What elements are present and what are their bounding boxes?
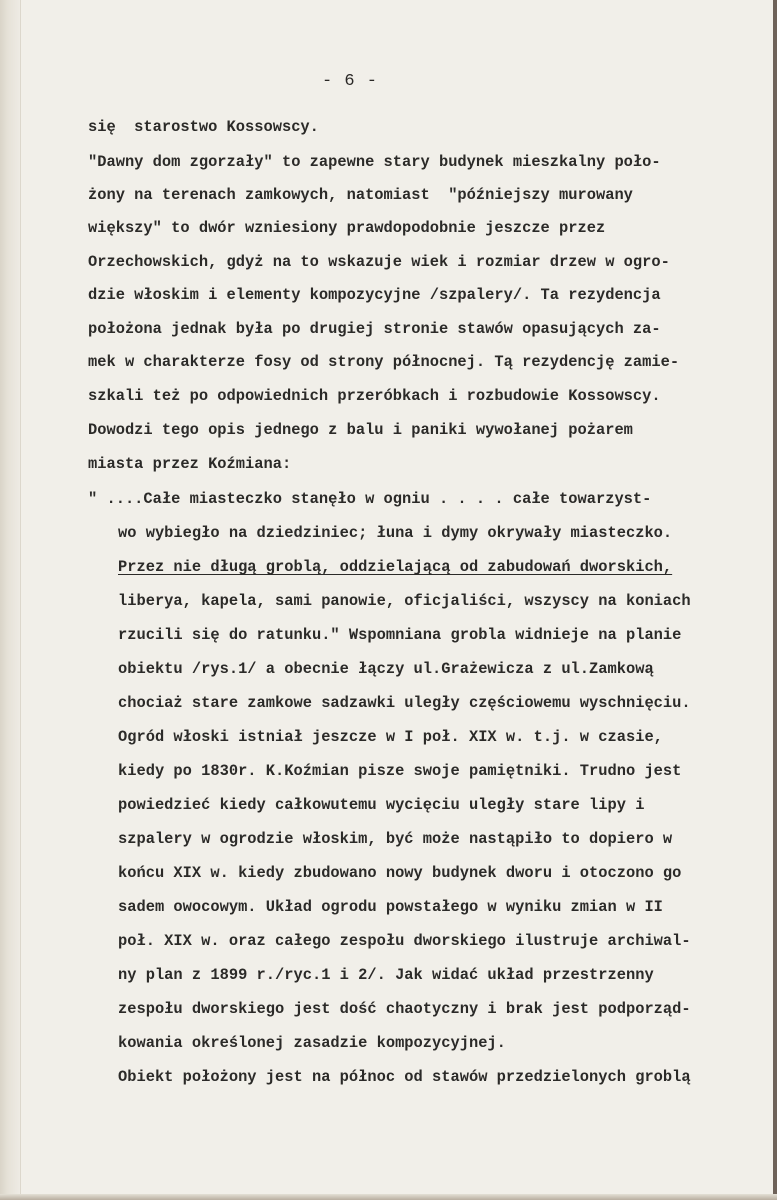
text-line: końcu XIX w. kiedy zbudowano nowy budynek dworu i otoczono go bbox=[118, 864, 682, 882]
text-line: Dowodzi tego opis jednego z balu i paniki wywołanej pożarem bbox=[88, 421, 633, 439]
text-line: chociaż stare zamkowe sadzawki uległy częściowemu wyschnięciu. bbox=[118, 694, 691, 712]
text-line: dzie włoskim i elementy kompozycyjne /szpalery/. Ta rezydencja bbox=[88, 286, 661, 304]
text-line: się starostwo Kossowscy. bbox=[88, 118, 319, 136]
text-line: kiedy po 1830r. K.Koźmian pisze swoje pamiętniki. Trudno jest bbox=[118, 762, 682, 780]
page-right-edge bbox=[773, 0, 777, 1200]
text-line: położona jednak była po drugiej stronie stawów opasujących za- bbox=[88, 320, 661, 338]
text-line: poł. XIX w. oraz całego zespołu dworskiego ilustruje archiwal- bbox=[118, 932, 691, 950]
text-line: szkali też po odpowiednich przeróbkach i rozbudowie Kossowscy. bbox=[88, 387, 661, 405]
text-line: większy" to dwór wzniesiony prawdopodobnie jeszcze przez bbox=[88, 219, 606, 237]
text-line: Obiekt położony jest na północ od stawów przedzielonych groblą bbox=[118, 1068, 691, 1086]
text-line: Orzechowskich, gdyż na to wskazuje wiek i rozmiar drzew w ogro- bbox=[88, 253, 670, 271]
text-line: miasta przez Koźmiana: bbox=[88, 455, 292, 473]
text-line: szpalery w ogrodzie włoskim, być może nastąpiło to dopiero w bbox=[118, 830, 673, 848]
text-line: zespołu dworskiego jest dość chaotyczny i brak jest podporząd- bbox=[118, 1000, 691, 1018]
page-number: - 6 - bbox=[322, 72, 379, 91]
text-line: Ogród włoski istniał jeszcze w I poł. XIX w. t.j. w czasie, bbox=[118, 728, 663, 746]
text-line: obiektu /rys.1/ a obecnie łączy ul.Grażewicza z ul.Zamkową bbox=[118, 660, 654, 678]
text-line: "Dawny dom zgorzały" to zapewne stary budynek mieszkalny poło- bbox=[88, 153, 661, 171]
quote-line-underlined: Przez nie długą groblą, oddzielającą od zabudowań dworskich, bbox=[118, 558, 673, 576]
quote-line: liberya, kapela, sami panowie, oficjaliści, wszyscy na koniach bbox=[118, 592, 691, 610]
text-line: żony na terenach zamkowych, natomiast "późniejszy murowany bbox=[88, 186, 633, 204]
text-line: rzucili się do ratunku." Wspomniana grobla widnieje na planie bbox=[118, 626, 682, 644]
page-bottom-edge bbox=[0, 1194, 777, 1200]
text-line: kowania określonej zasadzie kompozycyjnej. bbox=[118, 1034, 506, 1052]
page-binding-fold bbox=[0, 0, 21, 1200]
text-line: ny plan z 1899 r./ryc.1 i 2/. Jak widać układ przestrzenny bbox=[118, 966, 654, 984]
text-line: mek w charakterze fosy od strony północnej. Tą rezydencję zamie- bbox=[88, 353, 680, 371]
text-line: powiedzieć kiedy całkowutemu wycięciu uległy stare lipy i bbox=[118, 796, 645, 814]
quote-line: " ....Całe miasteczko stanęło w ogniu . . . . całe towarzyst- bbox=[88, 490, 652, 508]
quote-line: wo wybiegło na dziedziniec; łuna i dymy okrywały miasteczko. bbox=[118, 524, 673, 542]
text-line: sadem owocowym. Układ ogrodu powstałego w wyniku zmian w II bbox=[118, 898, 663, 916]
